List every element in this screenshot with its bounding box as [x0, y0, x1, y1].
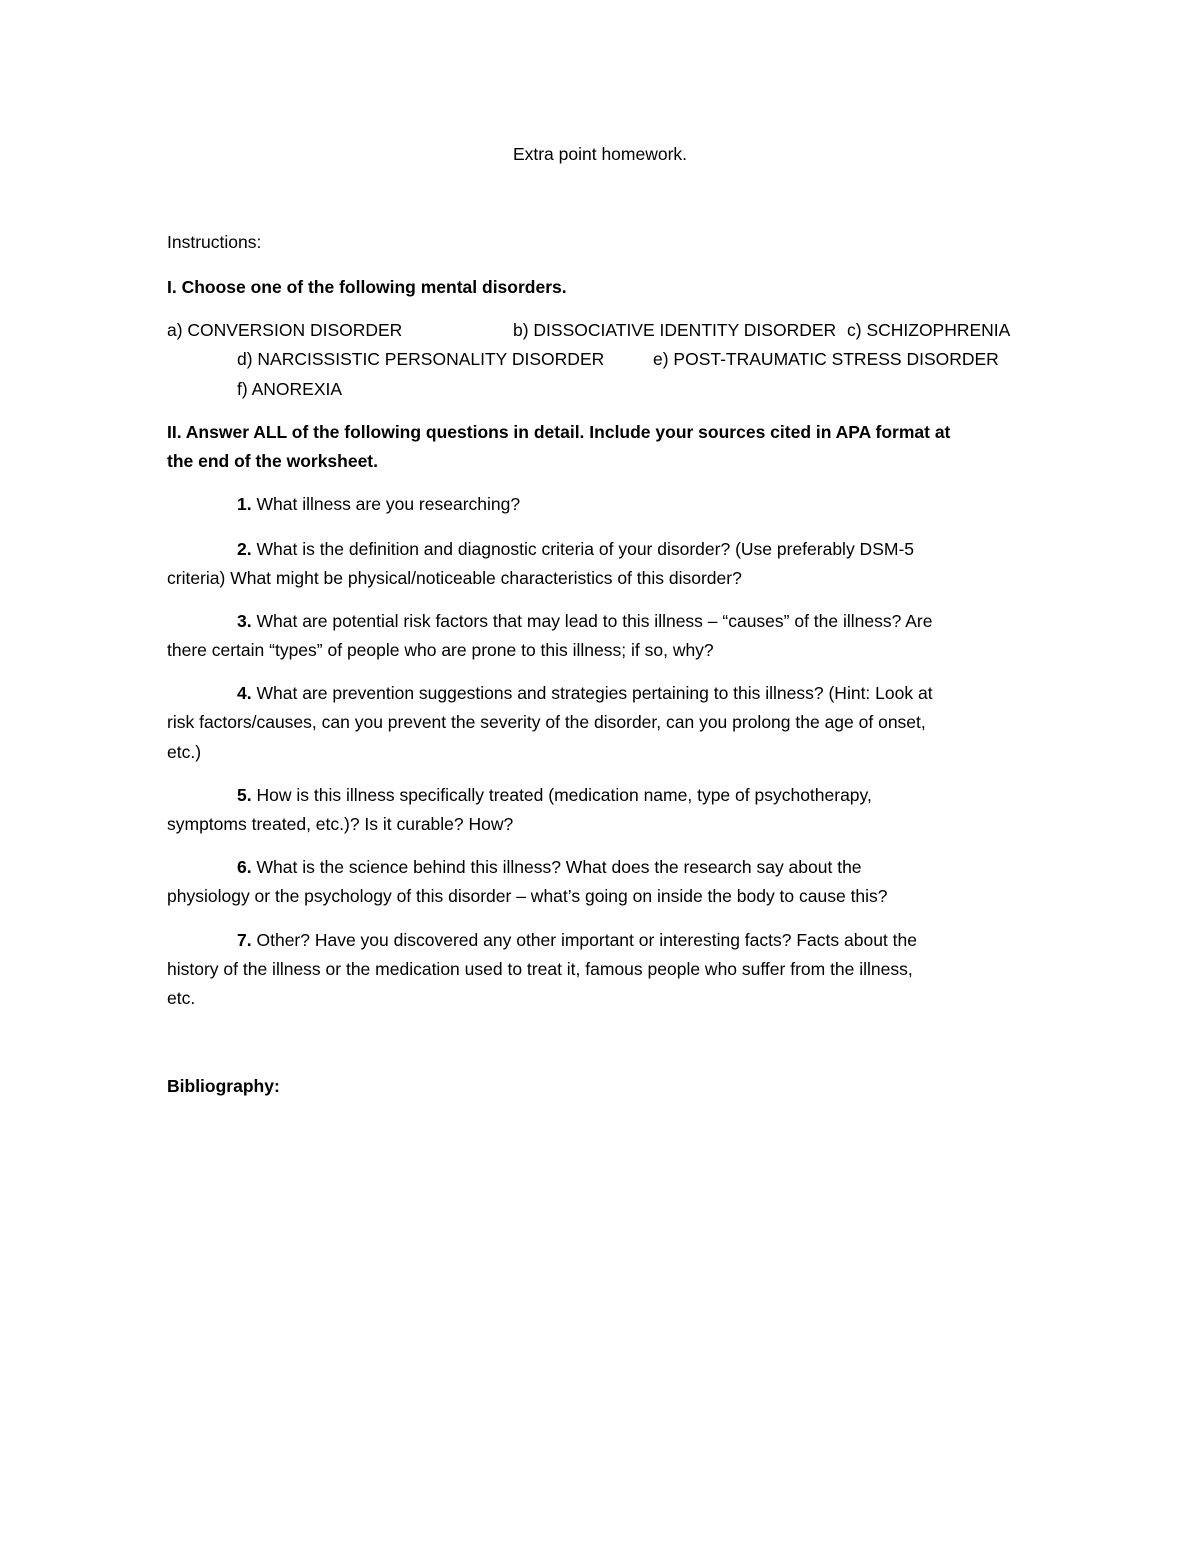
question-text: What is the science behind this illness? What does the research say about the — [256, 857, 862, 877]
question-number: 5. — [237, 785, 252, 805]
question-7-continuation-2: etc. — [167, 988, 196, 1008]
option-e: e) POST-TRAUMATIC STRESS DISORDER — [653, 349, 999, 369]
question-3-continuation: there certain “types” of people who are prone to this illness; if so, why? — [167, 640, 714, 660]
question-text: What are potential risk factors that may lead to this illness – “causes” of the illness? Are — [256, 611, 933, 631]
bibliography-heading: Bibliography: — [167, 1076, 280, 1096]
question-5-continuation: symptoms treated, etc.)? Is it curable? How? — [167, 814, 514, 834]
section-2-heading-line-2: the end of the worksheet. — [167, 451, 378, 471]
section-2-heading-line-1: II. Answer ALL of the following questions in detail. Include your sources cited in APA format at — [167, 422, 951, 442]
question-4-continuation-2: etc.) — [167, 742, 202, 762]
question-3 — [237, 610, 933, 632]
option-a: a) CONVERSION DISORDER — [167, 320, 403, 340]
question-number: 7. — [237, 930, 252, 950]
question-6-continuation: physiology or the psychology of this disorder – what’s going on inside the body to cause this? — [167, 886, 888, 906]
question-4 — [237, 682, 933, 704]
question-5 — [237, 784, 872, 806]
instructions-label: Instructions: — [167, 232, 262, 252]
question-6 — [237, 856, 862, 878]
question-text: What illness are you researching? — [256, 494, 521, 514]
question-7-continuation-1: history of the illness or the medication used to treat it, famous people who suffer from the illness, — [167, 959, 913, 979]
question-number: 6. — [237, 857, 252, 877]
question-1 — [237, 493, 520, 515]
document-title: Extra point homework. — [512, 144, 688, 164]
option-f: f) ANOREXIA — [237, 379, 343, 399]
question-number: 2. — [237, 539, 252, 559]
question-7 — [237, 929, 917, 951]
question-text: What are prevention suggestions and strategies pertaining to this illness? (Hint: Look at — [256, 683, 933, 703]
question-number: 3. — [237, 611, 252, 631]
section-1-heading: I. Choose one of the following mental disorders. — [167, 277, 567, 297]
question-2 — [237, 538, 914, 560]
option-d: d) NARCISSISTIC PERSONALITY DISORDER — [237, 349, 605, 369]
question-4-continuation-1: risk factors/causes, can you prevent the severity of the disorder, can you prolong the age of onset, — [167, 712, 926, 732]
option-c: c) SCHIZOPHRENIA — [847, 320, 1011, 340]
option-b: b) DISSOCIATIVE IDENTITY DISORDER — [513, 320, 837, 340]
question-number: 4. — [237, 683, 252, 703]
question-text: What is the definition and diagnostic criteria of your disorder? (Use preferably DSM-5 — [256, 539, 915, 559]
question-number: 1. — [237, 494, 252, 514]
question-2-continuation: criteria) What might be physical/noticeable characteristics of this disorder? — [167, 568, 742, 588]
question-text: How is this illness specifically treated (medication name, type of psychotherapy, — [256, 785, 872, 805]
question-text: Other? Have you discovered any other important or interesting facts? Facts about the — [256, 930, 917, 950]
